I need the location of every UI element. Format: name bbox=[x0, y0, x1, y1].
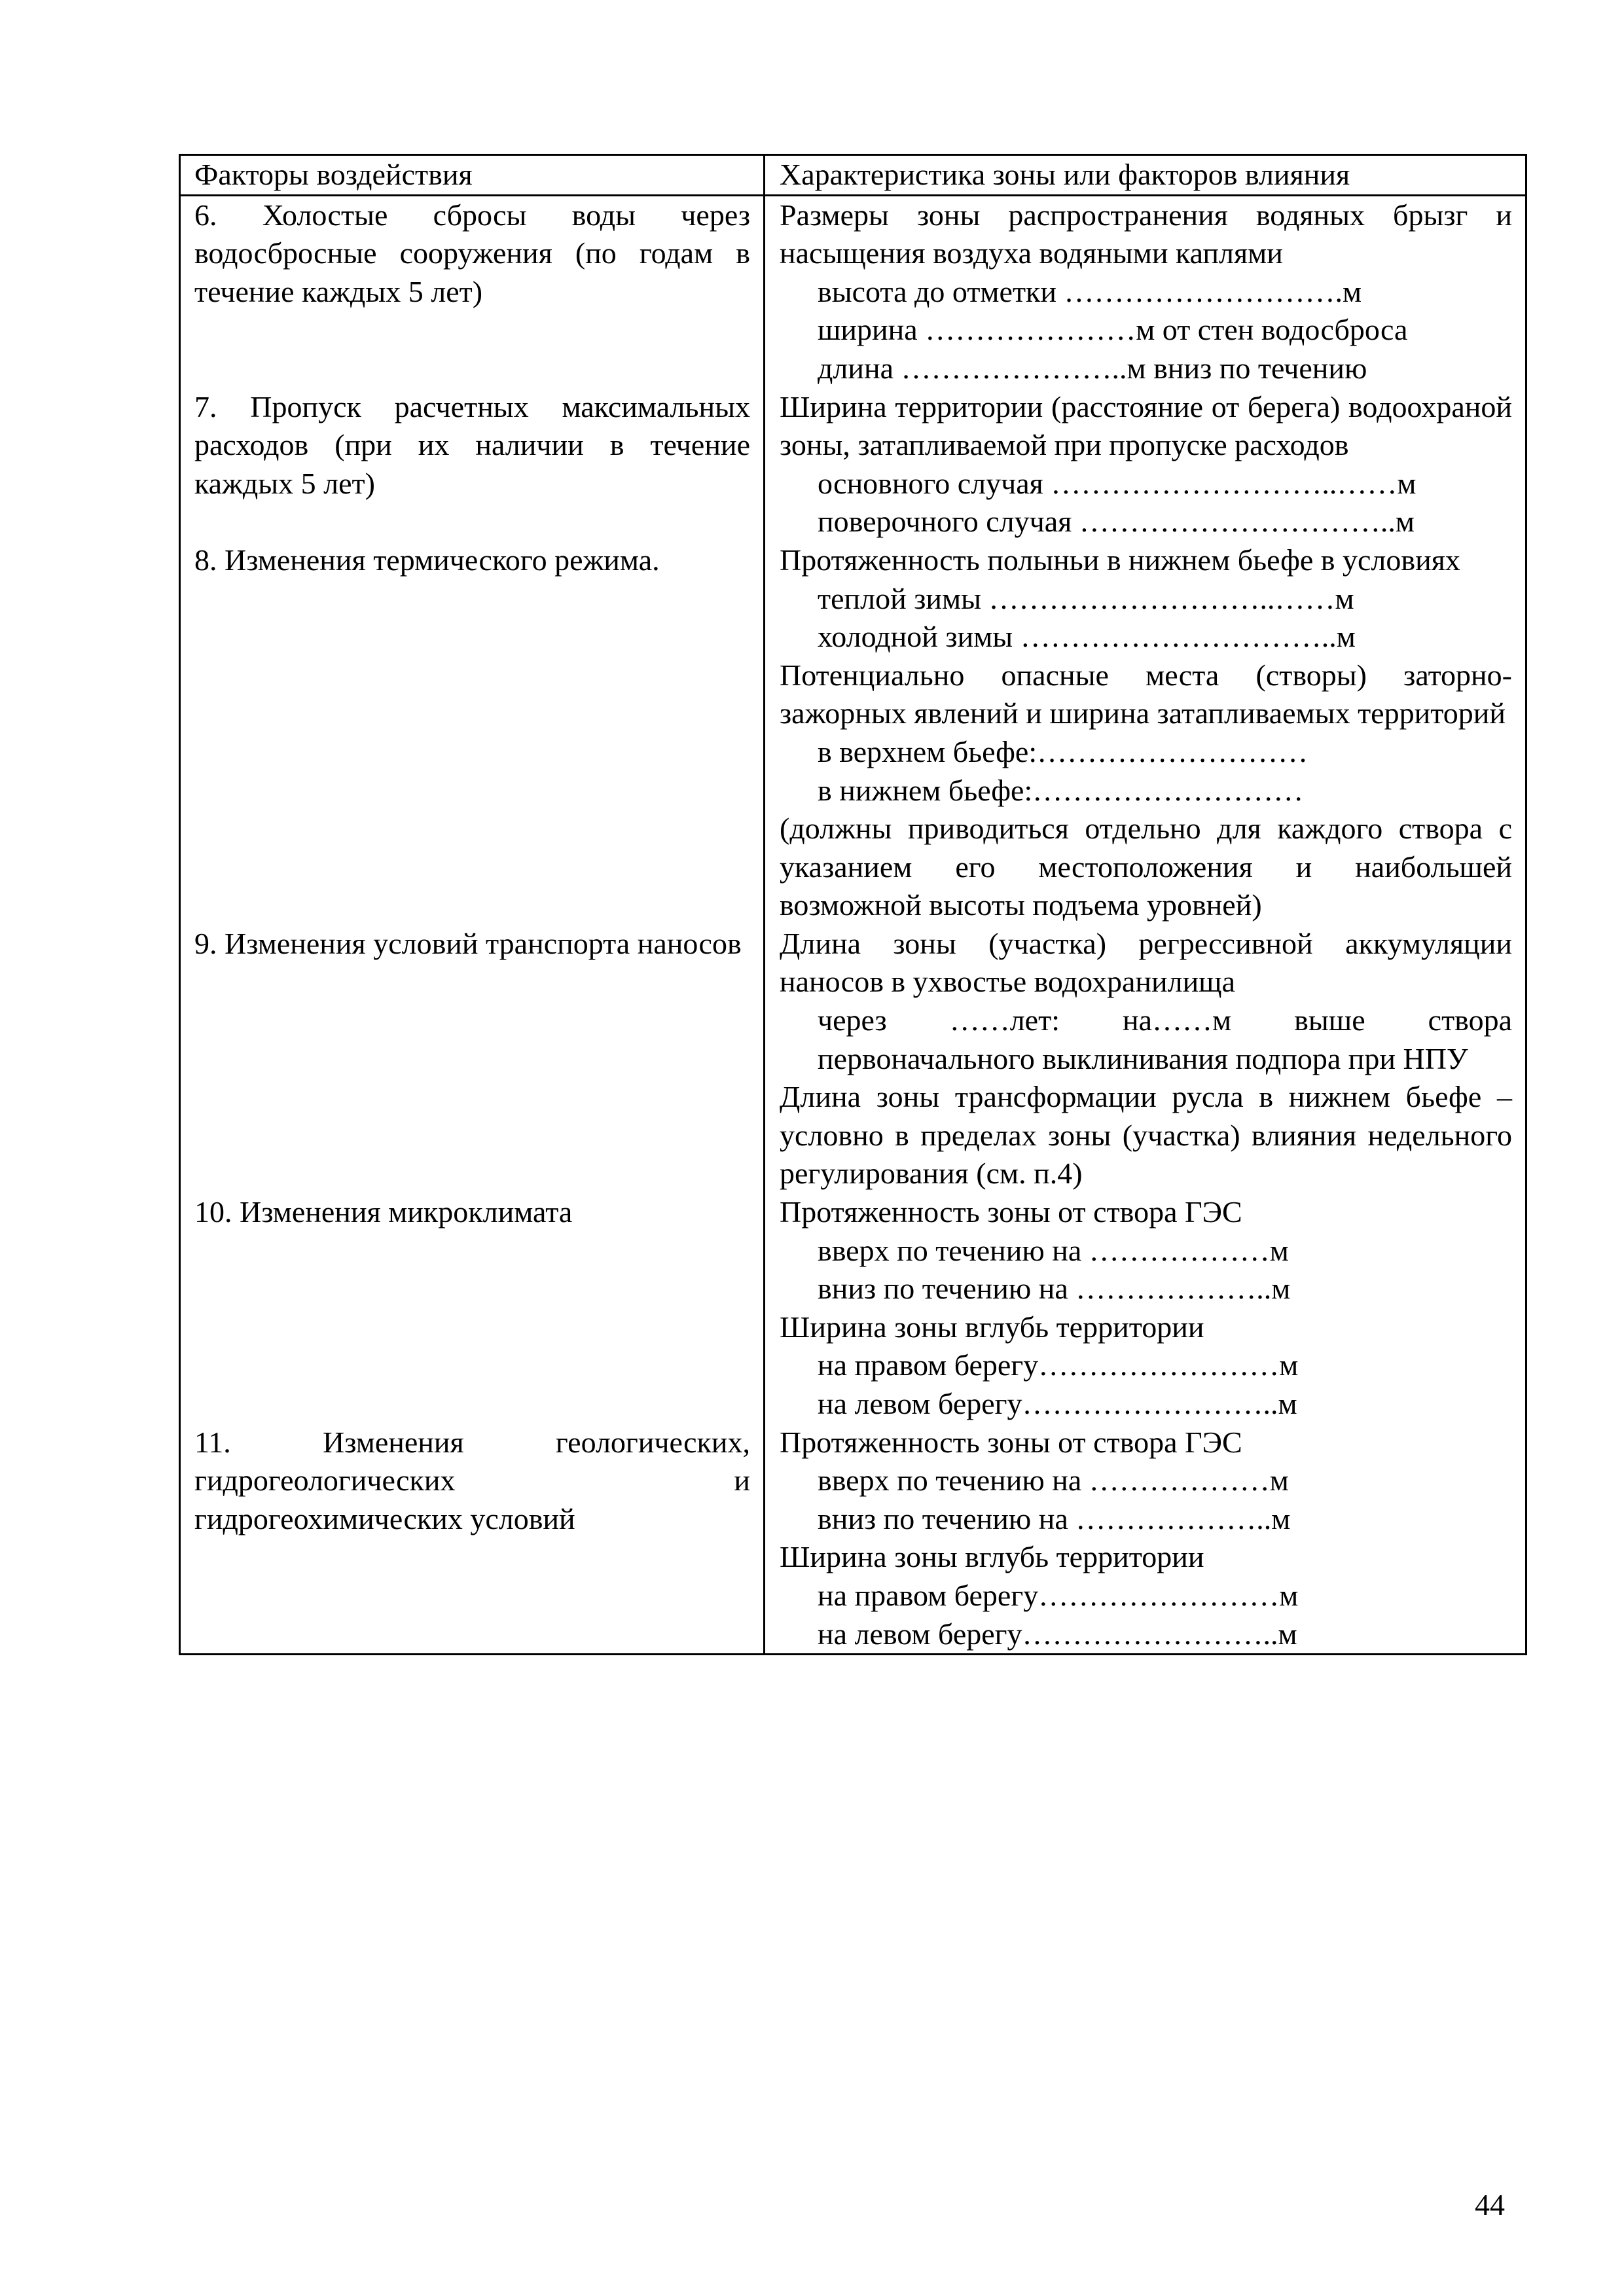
characteristic-paragraph: Потенциально опасные места (створы) заторно-зажорных явлений и ширина затапливаемых территорий bbox=[780, 658, 1512, 730]
factor-group bbox=[194, 388, 750, 541]
characteristic-value-line: в верхнем бьефе:……………………… bbox=[818, 734, 1308, 768]
characteristic-paragraph: Протяженность полыньи в нижнем бьефе в условиях bbox=[780, 543, 1460, 577]
characteristic-value-line: на левом берегу……………………..м bbox=[818, 1387, 1297, 1420]
characteristic-value-line: на левом берегу……………………..м bbox=[818, 1617, 1297, 1651]
characteristic-paragraph: Протяженность зоны от створа ГЭС bbox=[780, 1425, 1242, 1459]
factor-text: 10. Изменения микроклимата bbox=[194, 1195, 573, 1229]
factor-group bbox=[194, 1193, 750, 1424]
factor-group bbox=[194, 541, 750, 925]
characteristic-group bbox=[780, 925, 1512, 1193]
characteristic-value-line: ширина …………………м от стен водосброса bbox=[818, 313, 1408, 347]
characteristic-paragraph: Длина зоны (участка) регрессивной аккумуляции наносов в ухвостье водохранилища bbox=[780, 926, 1512, 999]
characteristic-value-line: основного случая ………………………..……м bbox=[818, 466, 1416, 500]
header-cell-factors bbox=[180, 155, 765, 196]
characteristic-group bbox=[780, 1193, 1512, 1424]
characteristic-value-line: вверх по течению на ………………м bbox=[818, 1233, 1289, 1267]
characteristic-value-line: теплой зимы ………………………..……м bbox=[818, 581, 1354, 615]
factors-column-cell bbox=[180, 195, 765, 1655]
characteristic-indented-paragraph: через ……лет: на……м выше створа первоначального выклинивания подпора при НПУ bbox=[818, 1003, 1512, 1075]
characteristic-group bbox=[780, 196, 1512, 388]
characteristics-column-cell bbox=[765, 195, 1526, 1655]
header-factors-label: Факторы воздействия bbox=[194, 158, 473, 191]
header-cell-characteristics bbox=[765, 155, 1526, 196]
factor-group bbox=[194, 925, 750, 1193]
factor-text: 8. Изменения термического режима. bbox=[194, 543, 660, 577]
characteristic-value-line: вниз по течению на ………………..м bbox=[818, 1272, 1291, 1306]
factor-text: 11. Изменения геологических, гидрогеологических и гидрогеохимических условий bbox=[194, 1425, 750, 1535]
characteristic-group bbox=[780, 541, 1512, 925]
factor-text: 6. Холостые сбросы воды через водосбросные сооружения (по годам в течение каждых 5 лет) bbox=[194, 198, 750, 308]
characteristic-value-line: холодной зимы …………………………..м bbox=[818, 620, 1356, 654]
factor-group bbox=[194, 196, 750, 388]
characteristic-group bbox=[780, 1424, 1512, 1654]
characteristic-value-line: вверх по течению на ………………м bbox=[818, 1463, 1289, 1498]
characteristic-value-line: в нижнем бьефе:……………………… bbox=[818, 773, 1304, 807]
characteristic-value-line: длина …………………..м вниз по течению bbox=[818, 351, 1367, 385]
page-number: 44 bbox=[1475, 2188, 1505, 2221]
characteristic-value-line: на правом берегу……………………м bbox=[818, 1578, 1299, 1612]
header-characteristics-label: Характеристика зоны или факторов влияния bbox=[780, 158, 1350, 191]
characteristic-value-line: высота до отметки ……………………….м bbox=[818, 274, 1362, 308]
characteristic-paragraph: Протяженность зоны от створа ГЭС bbox=[780, 1195, 1242, 1229]
characteristic-group bbox=[780, 388, 1512, 541]
characteristic-paragraph: Размеры зоны распространения водяных брызг и насыщения воздуха водяными каплями bbox=[780, 198, 1512, 270]
table-body-row bbox=[180, 195, 1526, 1655]
characteristic-paragraph: Ширина зоны вглубь территории bbox=[780, 1310, 1204, 1344]
characteristic-value-line: поверочного случая …………………………..м bbox=[818, 505, 1415, 539]
characteristic-paragraph: (должны приводиться отдельно для каждого створа с указанием его местоположения и наибольшей возможной высоты подъема уровней) bbox=[780, 812, 1512, 922]
factors-table bbox=[179, 154, 1527, 1655]
characteristic-value-line: вниз по течению на ………………..м bbox=[818, 1501, 1291, 1535]
characteristic-paragraph: Ширина зоны вглубь территории bbox=[780, 1540, 1204, 1574]
factor-group bbox=[194, 1424, 750, 1654]
factor-text: 9. Изменения условий транспорта наносов bbox=[194, 926, 742, 960]
characteristic-value-line: на правом берегу……………………м bbox=[818, 1348, 1299, 1382]
characteristic-paragraph: Длина зоны трансформации русла в нижнем бьефе – условно в пределах зоны (участка) влияния недельного регулирования (см. п.4) bbox=[780, 1080, 1512, 1191]
table-header-row bbox=[180, 155, 1526, 196]
factor-text: 7. Пропуск расчетных максимальных расходов (при их наличии в течение каждых 5 лет) bbox=[194, 389, 750, 500]
characteristic-paragraph: Ширина территории (расстояние от берега) водоохраной зоны, затапливаемой при пропуске расходов bbox=[780, 389, 1512, 462]
